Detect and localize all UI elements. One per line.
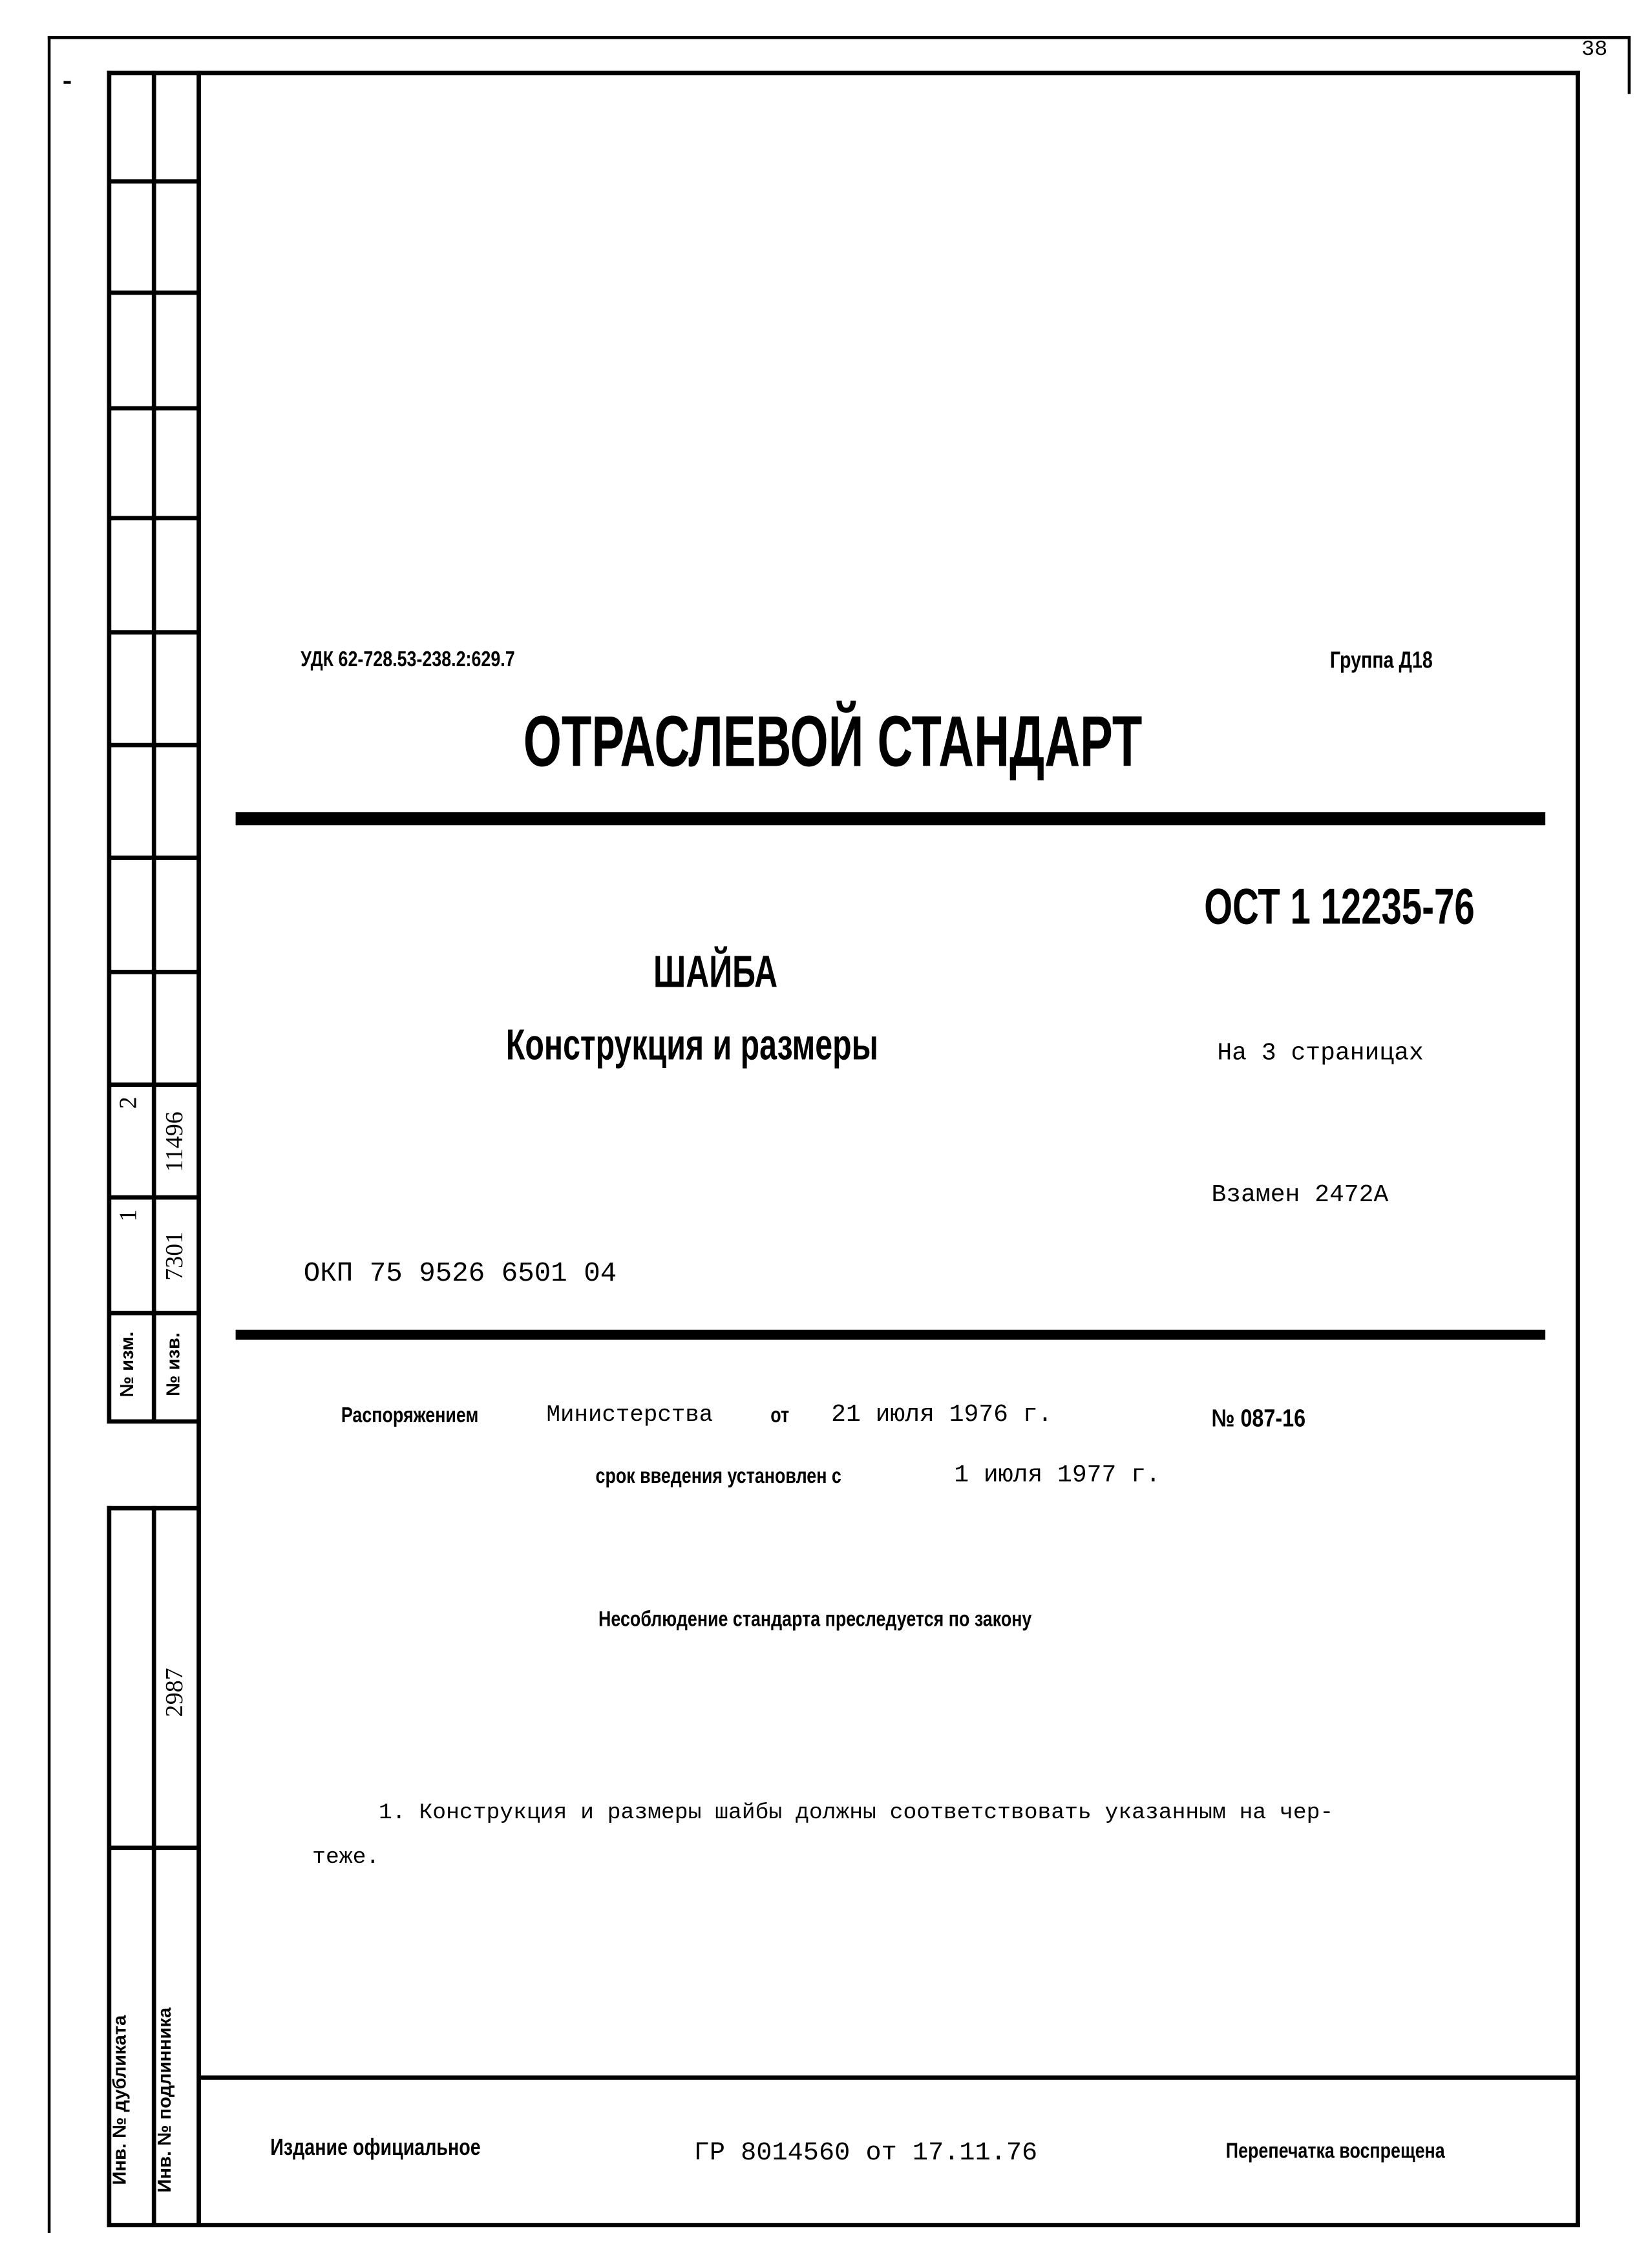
effective-label: срок введения установлен с [595, 1464, 841, 1489]
strip-row-divider [107, 856, 200, 860]
footer-divider [198, 2075, 1579, 2080]
strip-row-divider [107, 516, 200, 521]
notice-7301: 7301 [160, 1231, 188, 1281]
replaces: Взамен 2472А [1211, 1182, 1389, 1210]
standard-name: ШАЙБА [653, 947, 778, 998]
okp-rule [236, 1330, 1546, 1340]
frame-right [1576, 71, 1580, 2227]
notice-no-label: № изв. [162, 1332, 184, 1396]
page-number: 38 [1581, 37, 1608, 63]
group-code: Группа Д18 [1329, 649, 1433, 674]
notice-11496: 11496 [160, 1111, 188, 1172]
order-date: 21 июля 1976 г. [831, 1402, 1053, 1430]
strip-row-divider [107, 406, 200, 411]
original-inv-label: Инв. № подлинника [153, 2007, 175, 2193]
change-1: 1 [114, 1209, 142, 1222]
order-number: № 087-16 [1211, 1405, 1306, 1433]
registration: ГР 8014560 от 17.11.76 [693, 2139, 1038, 2168]
udk-code: УДК 62-728.53-238.2:629.7 [301, 647, 515, 673]
outer-frame-top [48, 36, 1631, 38]
frame-bottom [107, 2223, 1580, 2227]
reprint-notice: Перепечатка воспрещена [1225, 2139, 1445, 2164]
frame-left [196, 71, 201, 2227]
ministry: Министерства [546, 1402, 713, 1428]
change-2: 2 [114, 1097, 142, 1109]
change-no-label: № изм. [115, 1331, 138, 1398]
from-label: от [770, 1403, 790, 1428]
strip2-divider [107, 1845, 200, 1850]
law-notice: Несоблюдение стандарта преследуется по закону [598, 1607, 1032, 1632]
duplicate-inv-label: Инв. № дубликата [108, 2015, 131, 2185]
paragraph-1-cont: теже. [312, 1844, 380, 1871]
outer-frame-left [48, 36, 50, 2233]
edition-label: Издание официальное [270, 2136, 481, 2161]
strip-top [107, 71, 200, 76]
okp-code: ОКП 75 9526 6501 04 [303, 1257, 617, 1290]
page-count: На 3 страницах [1217, 1040, 1424, 1068]
paragraph-1: 1. Конструкция и размеры шайбы должны соответствовать указанным на чер- [379, 1799, 1334, 1826]
frame-top [198, 71, 1579, 76]
strip-row-divider [107, 179, 200, 184]
standard-number: ОСТ 1 12235-76 [1204, 878, 1475, 936]
standard-subtitle: Конструкция и размеры [505, 1022, 878, 1070]
effective-date: 1 июля 1977 г. [954, 1462, 1161, 1491]
order-label: Распоряжением [341, 1403, 479, 1428]
strip-row-divider [107, 291, 200, 295]
title-rule [236, 812, 1546, 825]
outer-frame-right [1628, 36, 1630, 94]
strip-row-divider [107, 743, 200, 748]
strip-row-divider [107, 630, 200, 635]
strip-bottom [107, 1420, 200, 1424]
strip-row-divider [107, 970, 200, 974]
document-title: ОТРАСЛЕВОЙ СТАНДАРТ [523, 700, 1143, 782]
original-inv-value: 2987 [160, 1668, 188, 1717]
margin-mark [63, 81, 70, 83]
